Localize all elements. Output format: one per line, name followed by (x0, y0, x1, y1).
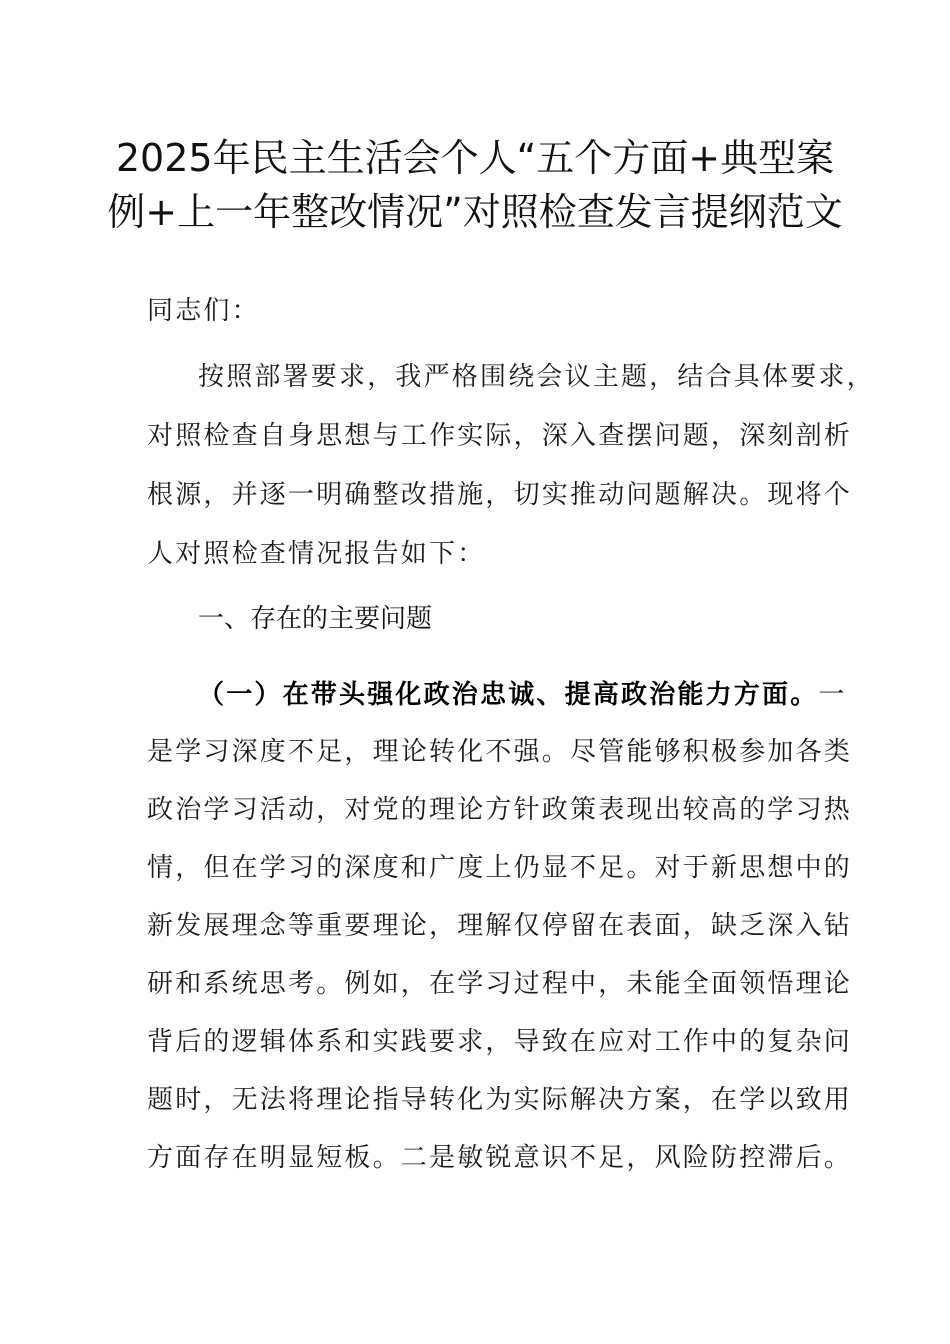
body-line: 是学习深度不足，理论转化不强。尽管能够积极参加各类 (147, 737, 853, 767)
body-line: 政治学习活动，对党的理论方针政策表现出较高的学习热 (147, 795, 853, 825)
intro-line: 根源，并逐一明确整改措施，切实推动问题解决。现将个 (147, 480, 853, 510)
body-line: 新发展理念等重要理论，理解仅停留在表面，缺乏深入钻 (147, 911, 853, 941)
salutation: 同志们： (147, 296, 260, 326)
body-line: 背后的逻辑体系和实践要求，导致在应对工作中的复杂问 (147, 1027, 853, 1057)
subsection-heading: （一）在带头强化政治忠诚、提高政治能力方面。 (198, 680, 819, 710)
document-title-line-1: 2025年民主生活会个人“五个方面+典型案 (115, 136, 835, 180)
body-line: 题时，无法将理论指导转化为实际解决方案，在学以致用 (147, 1085, 853, 1115)
subsection-paragraph-start (198, 678, 847, 712)
intro-line: 对照检查自身思想与工作实际，深入查摆问题，深刻剖析 (147, 421, 853, 451)
intro-line: 按照部署要求，我严格围绕会议主题，结合具体要求， (198, 362, 875, 392)
body-line: 研和系统思考。例如，在学习过程中，未能全面领悟理论 (147, 969, 853, 999)
document-title-line-2: 例+上一年整改情况”对照检查发言提纲范文 (107, 190, 843, 234)
body-line: 方面存在明显短板。二是敏锐意识不足，风险防控滞后。 (147, 1143, 853, 1173)
section-heading: 一、存在的主要问题 (198, 604, 433, 634)
subsection-first-word: 一 (818, 680, 847, 710)
body-line: 情，但在学习的深度和广度上仍显不足。对于新思想中的 (147, 853, 853, 883)
intro-line: 人对照检查情况报告如下： (147, 539, 486, 569)
